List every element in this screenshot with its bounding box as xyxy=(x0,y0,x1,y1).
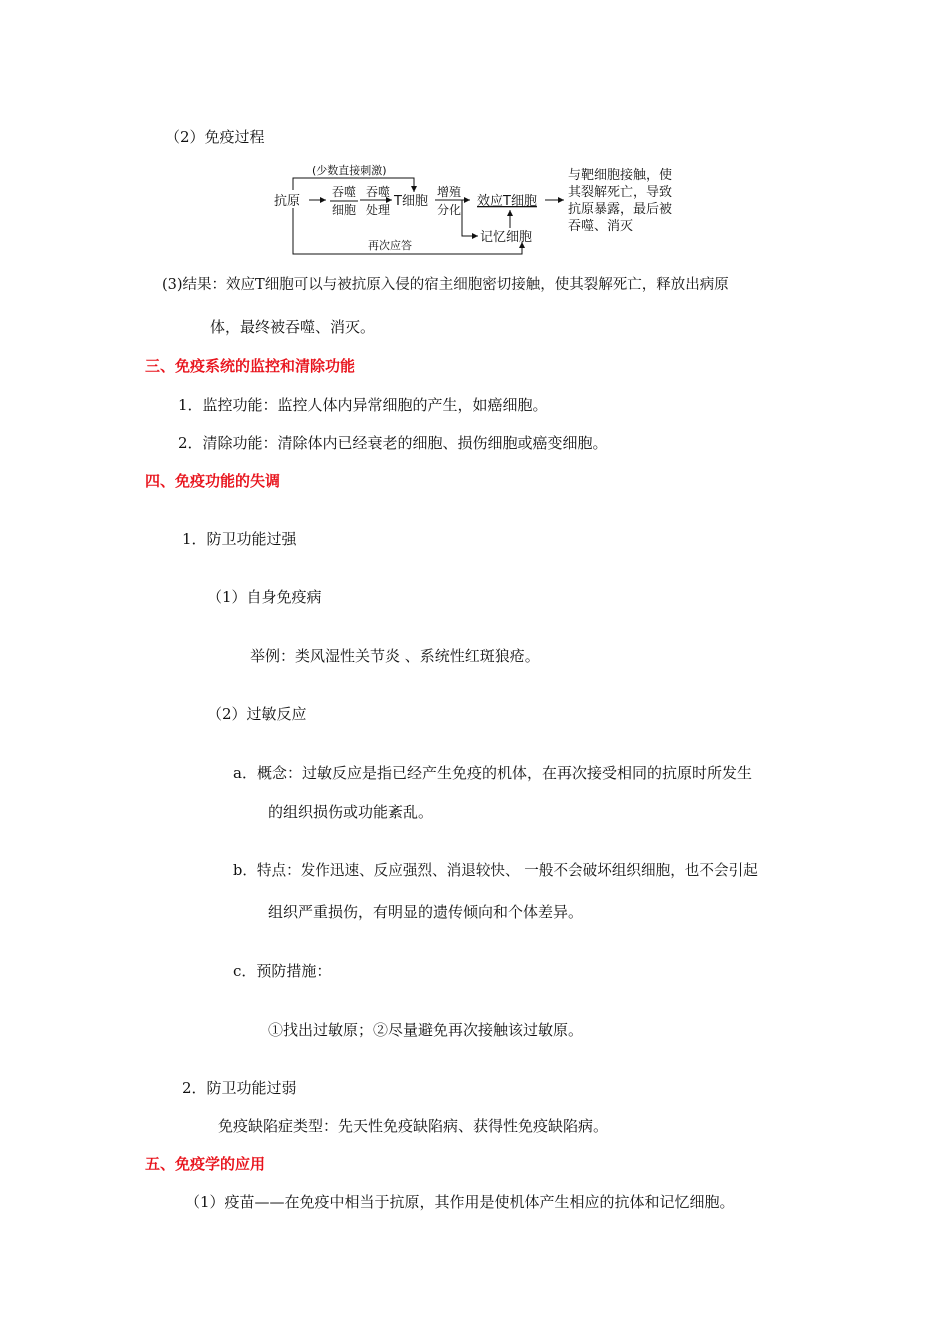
proliferate-label-2: 分化 xyxy=(437,203,462,217)
heading-section-three: 三、免疫系统的监控和清除功能 xyxy=(145,357,356,375)
vaccine-item: （1）疫苗——在免疫中相当于抗原，其作用是使机体产生相应的抗体和记忆细胞。 xyxy=(185,1193,735,1211)
heading-section-five: 五、免疫学的应用 xyxy=(145,1155,266,1173)
allergy-features-line2: 组织严重损伤，有明显的遗传倾向和个体差异。 xyxy=(268,903,584,921)
result-text-3: 抗原暴露，最后被 xyxy=(568,202,673,217)
effector-t-cell-label: 效应T细胞 xyxy=(477,194,537,209)
arrow-to-memory xyxy=(462,200,478,236)
direct-stimulation-note: (少数直接刺激) xyxy=(312,164,387,177)
allergy-prevention-detail: ①找出过敏原；②尽量避免再次接触该过敏原。 xyxy=(268,1021,584,1039)
allergy-concept-line1: a．概念：过敏反应是指已经产生免疫的机体，在再次接受相同的抗原时所发生 xyxy=(233,764,752,782)
heading-section-four: 四、免疫功能的失调 xyxy=(145,472,281,490)
antigen-label: 抗原 xyxy=(274,194,301,209)
result-text-1: 与靶细胞接触，使 xyxy=(568,168,673,183)
result-paragraph-line1: (3)结果：效应T细胞可以与被抗原入侵的宿主细胞密切接触，使其裂解死亡，释放出病原 xyxy=(162,277,729,293)
allergy-concept-line2: 的组织损伤或功能紊乱。 xyxy=(268,803,434,821)
result-paragraph-line2: 体，最终被吞噬、消灭。 xyxy=(210,318,376,336)
immunodeficiency-types: 免疫缺陷症类型：先天性免疫缺陷病、获得性免疫缺陷病。 xyxy=(218,1117,609,1135)
overactive-defense-item: 1．防卫功能过强 xyxy=(182,530,297,548)
allergy-features-line1: b．特点：发作迅速、反应强烈、消退较快、 一般不会破坏组织细胞，也不会引起 xyxy=(233,862,758,879)
process-label-2: 处理 xyxy=(366,203,391,217)
memory-cell-label: 记忆细胞 xyxy=(480,230,533,245)
process-label-1: 吞噬 xyxy=(366,185,391,199)
allergy-prevention-item: c．预防措施： xyxy=(233,962,332,980)
result-text-2: 其裂解死亡，导致 xyxy=(568,185,673,200)
subsection-immune-process: （2）免疫过程 xyxy=(165,128,265,146)
monitoring-function-item: 1．监控功能：监控人体内异常细胞的产生，如癌细胞。 xyxy=(178,396,548,414)
immune-process-diagram xyxy=(272,160,712,260)
clearance-function-item: 2．清除功能：清除体内已经衰老的细胞、损伤细胞或癌变细胞。 xyxy=(178,434,608,452)
result-text-4: 吞噬、消灭 xyxy=(568,219,634,234)
proliferate-label-1: 增殖 xyxy=(437,185,462,199)
phagocyte-label-1: 吞噬 xyxy=(332,185,357,199)
t-cell-label: T细胞 xyxy=(394,194,428,209)
autoimmune-example: 举例：类风湿性关节炎 、系统性红斑狼疮。 xyxy=(250,647,540,665)
allergy-item: （2）过敏反应 xyxy=(207,705,307,723)
phagocyte-label-2: 细胞 xyxy=(332,203,357,217)
autoimmune-disease-item: （1）自身免疫病 xyxy=(207,588,322,606)
weak-defense-item: 2．防卫功能过弱 xyxy=(182,1079,297,1097)
second-response-label: 再次应答 xyxy=(368,239,412,252)
